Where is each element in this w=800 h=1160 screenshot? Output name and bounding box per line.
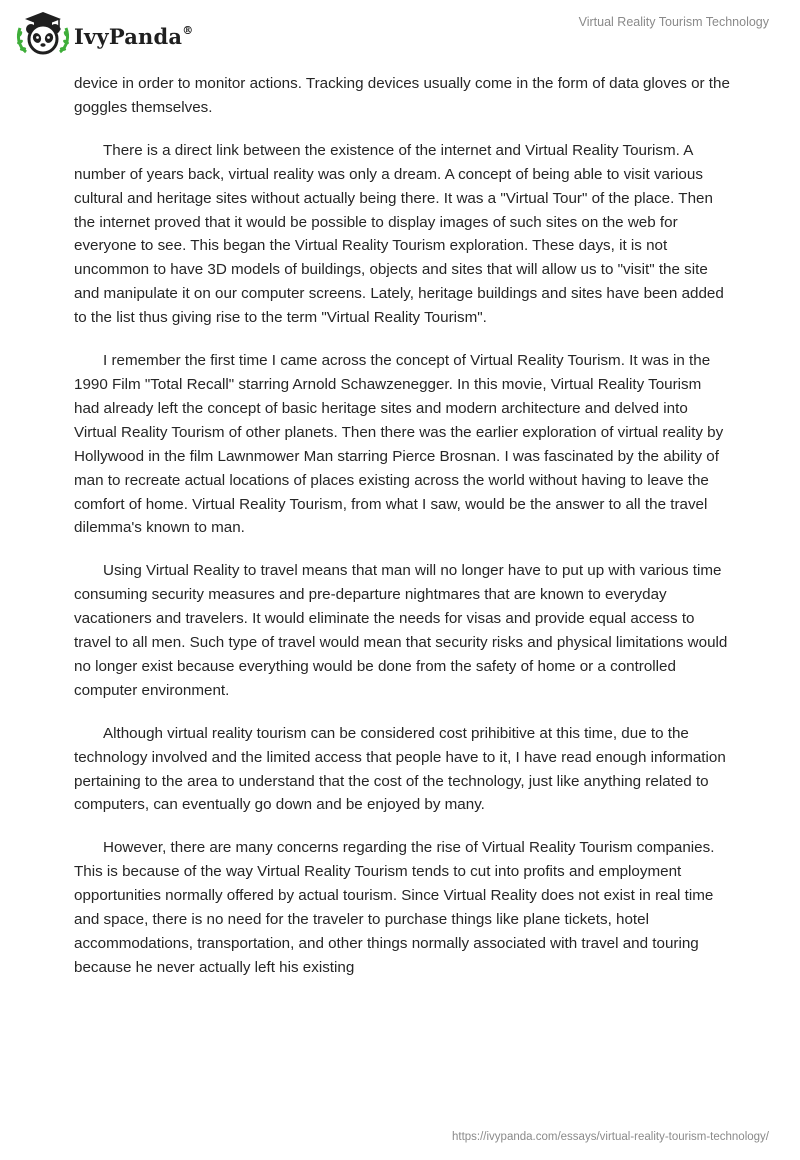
panda-graduate-icon: [14, 8, 72, 60]
paragraph: I remember the first time I came across the concept of Virtual Reality Tourism. It was in the 1990 Film "Total Recall" starring Arnold Schawzenegger. In this movie, Virtual Reality Tourism had already left the concept of basic heritage sites and modern architecture and delved into Virtual Reality Tourism of other planets. Then there was the earlier exploration of virtual reality by Hollywood in the film Lawnmower Man starring Pierce Brosnan. I was fascinated by the ability of man to recreate actual locations of places existing across the world without having to leave the comfort of home. Virtual Reality Tourism, from what I saw, would be the answer to all the travel dilemma's known to man.: [74, 352, 724, 537]
paragraph: Although virtual reality tourism can be considered cost prihibitive at this time, due to the technology involved and the limited access that people have to it, I have read enough information pertaining to the area to understand that the cost of the technology, just like anything related to computers, can eventually go down and be enjoyed by many.: [74, 724, 726, 814]
brand-name: IvyPanda®: [74, 23, 194, 49]
paragraph: Using Virtual Reality to travel means that man will no longer have to put up with various time consuming security measures and pre-departure nightmares that are known to everyday vacationers and travelers. It would eliminate the needs for visas and provide equal access to travel to all men. Such type of travel would mean that security risks and physical limitations would no longer exist because everything would be done from the safety of home or a controlled computer environment.: [74, 562, 728, 699]
document-title: Virtual Reality Tourism Technology: [578, 15, 769, 29]
ivypanda-logo[interactable]: [14, 8, 193, 60]
page-header: [0, 0, 800, 70]
essay-body: [74, 72, 730, 999]
paragraph: However, there are many concerns regarding the rise of Virtual Reality Tourism companies. This is because of the way Virtual Reality Tourism tends to cut into profits and employment opportunities normally offered by actual tourism. Since Virtual Reality does not exist in real time and space, there is no need for the traveler to purchase things like plane tickets, hotel accommodations, transportation, and other things normally associated with travel and touring because he never actually left his existing: [74, 839, 715, 976]
source-url[interactable]: https://ivypanda.com/essays/virtual-reality-tourism-technology/: [451, 1131, 769, 1143]
paragraph-continued: device in order to monitor actions. Tracking devices usually come in the form of data gloves or the goggles themselves.: [74, 75, 730, 116]
paragraph: There is a direct link between the existence of the internet and Virtual Reality Tourism. A number of years back, virtual reality was only a dream. A concept of being able to visit various cultural and heritage sites without actually being there. It was a "Virtual Tour" of the place. Then the internet proved that it would be possible to display images of such sites on the web for everyone to see. This began the Virtual Reality Tourism exploration. These days, it is not uncommon to have 3D models of buildings, objects and sites that will allow us to "visit" the site and manipulate it on our computer screens. Lately, heritage buildings and sites have been added to the list thus giving rise to the term "Virtual Reality Tourism".: [74, 141, 724, 327]
